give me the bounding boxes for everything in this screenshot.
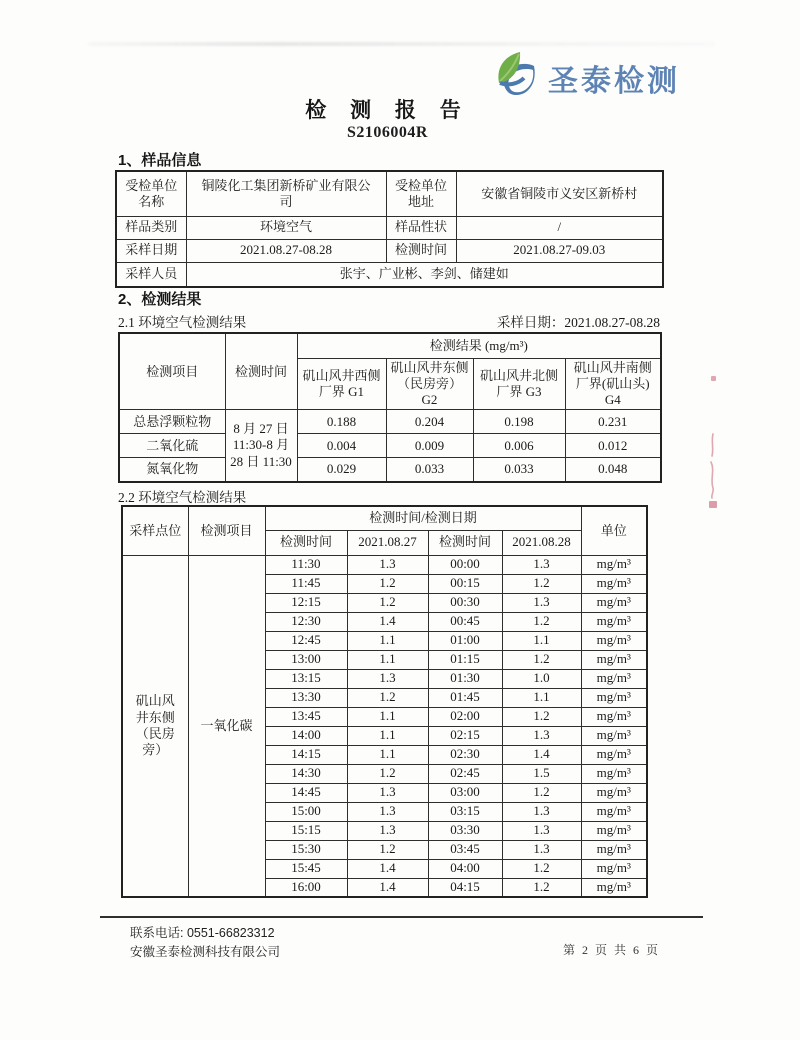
value-cell: 1.2 (502, 783, 581, 802)
time-cell: 03:15 (428, 802, 502, 821)
value-cell: 1.1 (347, 707, 428, 726)
value-cell: 1.2 (502, 650, 581, 669)
time-cell: 11:30 (265, 555, 347, 574)
time-series-table (121, 505, 648, 898)
field-value: 张宇、广业彬、李剑、储建如 (186, 262, 663, 287)
column-header: 采样点位 (122, 506, 188, 555)
value-cell: 1.5 (502, 764, 581, 783)
sampling-point-cell: 矶山风井东侧（民房旁） (122, 555, 188, 897)
unit-cell: mg/m³ (581, 764, 647, 783)
unit-cell: mg/m³ (581, 555, 647, 574)
sampling-date-label: 采样日期：2021.08.27-08.28 (496, 315, 660, 330)
value-cell: 1.2 (347, 574, 428, 593)
table-row (119, 410, 661, 434)
result-value: 0.198 (473, 410, 565, 434)
time-cell: 14:15 (265, 745, 347, 764)
time-cell: 02:45 (428, 764, 502, 783)
value-cell: 1.2 (502, 574, 581, 593)
parameter-name: 氮氧化物 (119, 458, 225, 482)
time-range-cell: 8 月 27 日 11:30-8 月 28 日 11:30 (225, 410, 297, 482)
section-2-2-heading: 2.2 环境空气检测结果 (118, 490, 247, 505)
red-stamp-mark (709, 501, 717, 508)
time-cell: 04:00 (428, 859, 502, 878)
time-table-row (122, 555, 647, 574)
value-cell: 1.1 (347, 745, 428, 764)
table-header-row (122, 506, 647, 530)
unit-cell: mg/m³ (581, 688, 647, 707)
unit-cell: mg/m³ (581, 574, 647, 593)
unit-cell: mg/m³ (581, 745, 647, 764)
value-cell: 1.2 (502, 707, 581, 726)
column-header: 2021.08.27 (347, 530, 428, 555)
footer-page-number: 第 2 页 共 6 页 (562, 943, 660, 957)
unit-cell: mg/m³ (581, 669, 647, 688)
time-cell: 00:45 (428, 612, 502, 631)
report-title: 检 测 报 告 (305, 99, 470, 122)
time-cell: 14:00 (265, 726, 347, 745)
result-value: 0.033 (473, 458, 565, 482)
value-cell: 1.2 (347, 593, 428, 612)
red-stamp-mark (704, 432, 720, 505)
unit-cell: mg/m³ (581, 802, 647, 821)
field-label: 检测时间 (386, 239, 456, 262)
column-header: 矶山风井东侧（民房旁）G2 (386, 358, 473, 410)
time-cell: 13:00 (265, 650, 347, 669)
red-stamp-mark (711, 376, 716, 381)
value-cell: 1.1 (347, 631, 428, 650)
table-row (116, 262, 663, 287)
table-header-row (119, 333, 661, 358)
result-value: 0.048 (565, 458, 661, 482)
value-cell: 1.2 (347, 840, 428, 859)
field-value: 铜陵化工集团新桥矿业有限公司 (186, 171, 386, 216)
section-2-heading: 2、检测结果 (118, 291, 202, 308)
time-cell: 02:15 (428, 726, 502, 745)
field-value: / (456, 216, 663, 239)
time-cell: 13:30 (265, 688, 347, 707)
time-cell: 13:45 (265, 707, 347, 726)
table-row (119, 434, 661, 458)
value-cell: 1.3 (347, 669, 428, 688)
table-row (116, 239, 663, 262)
column-header: 检测项目 (188, 506, 265, 555)
result-value: 0.033 (386, 458, 473, 482)
value-cell: 1.0 (502, 669, 581, 688)
unit-cell: mg/m³ (581, 612, 647, 631)
parameter-name: 一氧化碳 (188, 555, 265, 897)
time-cell: 03:30 (428, 821, 502, 840)
value-cell: 1.2 (347, 764, 428, 783)
unit-cell: mg/m³ (581, 650, 647, 669)
unit-cell: mg/m³ (581, 593, 647, 612)
result-value: 0.012 (565, 434, 661, 458)
result-value: 0.204 (386, 410, 473, 434)
unit-cell: mg/m³ (581, 783, 647, 802)
value-cell: 1.3 (502, 821, 581, 840)
time-cell: 12:45 (265, 631, 347, 650)
field-value: 2021.08.27-09.03 (456, 239, 663, 262)
scan-edge-artifact (88, 42, 716, 46)
field-value: 安徽省铜陵市义安区新桥村 (456, 171, 663, 216)
value-cell: 1.3 (347, 783, 428, 802)
result-value: 0.004 (297, 434, 386, 458)
time-cell: 01:00 (428, 631, 502, 650)
column-header: 矶山风井北侧厂界 G3 (473, 358, 565, 410)
result-value: 0.009 (386, 434, 473, 458)
footer-divider (100, 916, 703, 918)
time-cell: 12:15 (265, 593, 347, 612)
time-cell: 12:30 (265, 612, 347, 631)
time-cell: 04:15 (428, 878, 502, 897)
unit-cell: mg/m³ (581, 631, 647, 650)
sample-info-table (115, 170, 664, 288)
time-cell: 01:45 (428, 688, 502, 707)
time-cell: 15:45 (265, 859, 347, 878)
time-cell: 03:00 (428, 783, 502, 802)
field-label: 样品类别 (116, 216, 186, 239)
unit-cell: mg/m³ (581, 821, 647, 840)
footer-phone: 联系电话: 0551-66823312 (130, 926, 275, 940)
value-cell: 1.3 (347, 802, 428, 821)
logo-text: 圣泰检测 (548, 64, 680, 98)
value-cell: 1.1 (502, 688, 581, 707)
table-row (119, 458, 661, 482)
field-label: 样品性状 (386, 216, 456, 239)
time-cell: 13:15 (265, 669, 347, 688)
unit-cell: mg/m³ (581, 859, 647, 878)
value-cell: 1.3 (347, 821, 428, 840)
unit-cell: mg/m³ (581, 726, 647, 745)
value-cell: 1.4 (347, 612, 428, 631)
time-cell: 15:30 (265, 840, 347, 859)
value-cell: 1.4 (347, 859, 428, 878)
column-header: 检测时间 (428, 530, 502, 555)
time-cell: 03:45 (428, 840, 502, 859)
column-header: 2021.08.28 (502, 530, 581, 555)
value-cell: 1.3 (502, 840, 581, 859)
unit-cell: mg/m³ (581, 840, 647, 859)
column-header: 矶山风井南侧厂界(矶山头) G4 (565, 358, 661, 410)
table-row (116, 171, 663, 216)
parameter-name: 总悬浮颗粒物 (119, 410, 225, 434)
value-cell: 1.1 (347, 726, 428, 745)
field-value: 环境空气 (186, 216, 386, 239)
time-cell: 02:30 (428, 745, 502, 764)
time-cell: 00:00 (428, 555, 502, 574)
value-cell: 1.1 (502, 631, 581, 650)
field-label: 受检单位名称 (116, 171, 186, 216)
value-cell: 1.3 (502, 802, 581, 821)
value-cell: 1.2 (502, 859, 581, 878)
time-cell: 01:15 (428, 650, 502, 669)
air-results-table (118, 332, 662, 483)
time-cell: 00:30 (428, 593, 502, 612)
time-cell: 15:00 (265, 802, 347, 821)
section-1-heading: 1、样品信息 (118, 152, 202, 169)
time-cell: 15:15 (265, 821, 347, 840)
table-row (116, 216, 663, 239)
value-cell: 1.3 (502, 555, 581, 574)
result-value: 0.188 (297, 410, 386, 434)
unit-cell: mg/m³ (581, 707, 647, 726)
value-cell: 1.4 (347, 878, 428, 897)
value-cell: 1.3 (502, 726, 581, 745)
time-cell: 16:00 (265, 878, 347, 897)
parameter-name: 二氧化硫 (119, 434, 225, 458)
field-value: 2021.08.27-08.28 (186, 239, 386, 262)
column-header: 检测时间 (225, 333, 297, 410)
footer-company: 安徽圣泰检测科技有限公司 (130, 945, 281, 959)
column-header: 单位 (581, 506, 647, 555)
value-cell: 1.4 (502, 745, 581, 764)
value-cell: 1.3 (347, 555, 428, 574)
value-cell: 1.3 (502, 593, 581, 612)
value-cell: 1.2 (347, 688, 428, 707)
column-header: 检测项目 (119, 333, 225, 410)
report-number: S2106004R (347, 124, 428, 141)
value-cell: 1.2 (502, 612, 581, 631)
time-cell: 14:45 (265, 783, 347, 802)
time-table-body (122, 555, 647, 897)
field-label: 采样人员 (116, 262, 186, 287)
column-header: 矶山风井西侧厂界 G1 (297, 358, 386, 410)
result-value: 0.029 (297, 458, 386, 482)
value-cell: 1.1 (347, 650, 428, 669)
value-cell: 1.2 (502, 878, 581, 897)
result-value: 0.006 (473, 434, 565, 458)
time-cell: 02:00 (428, 707, 502, 726)
column-header: 检测结果 (mg/m³) (297, 333, 661, 358)
column-header: 检测时间/检测日期 (265, 506, 581, 530)
field-label: 受检单位地址 (386, 171, 456, 216)
time-cell: 11:45 (265, 574, 347, 593)
column-header: 检测时间 (265, 530, 347, 555)
time-cell: 01:30 (428, 669, 502, 688)
time-cell: 14:30 (265, 764, 347, 783)
unit-cell: mg/m³ (581, 878, 647, 897)
result-value: 0.231 (565, 410, 661, 434)
field-label: 采样日期 (116, 239, 186, 262)
time-cell: 00:15 (428, 574, 502, 593)
section-2-1-heading: 2.1 环境空气检测结果 (118, 315, 247, 330)
